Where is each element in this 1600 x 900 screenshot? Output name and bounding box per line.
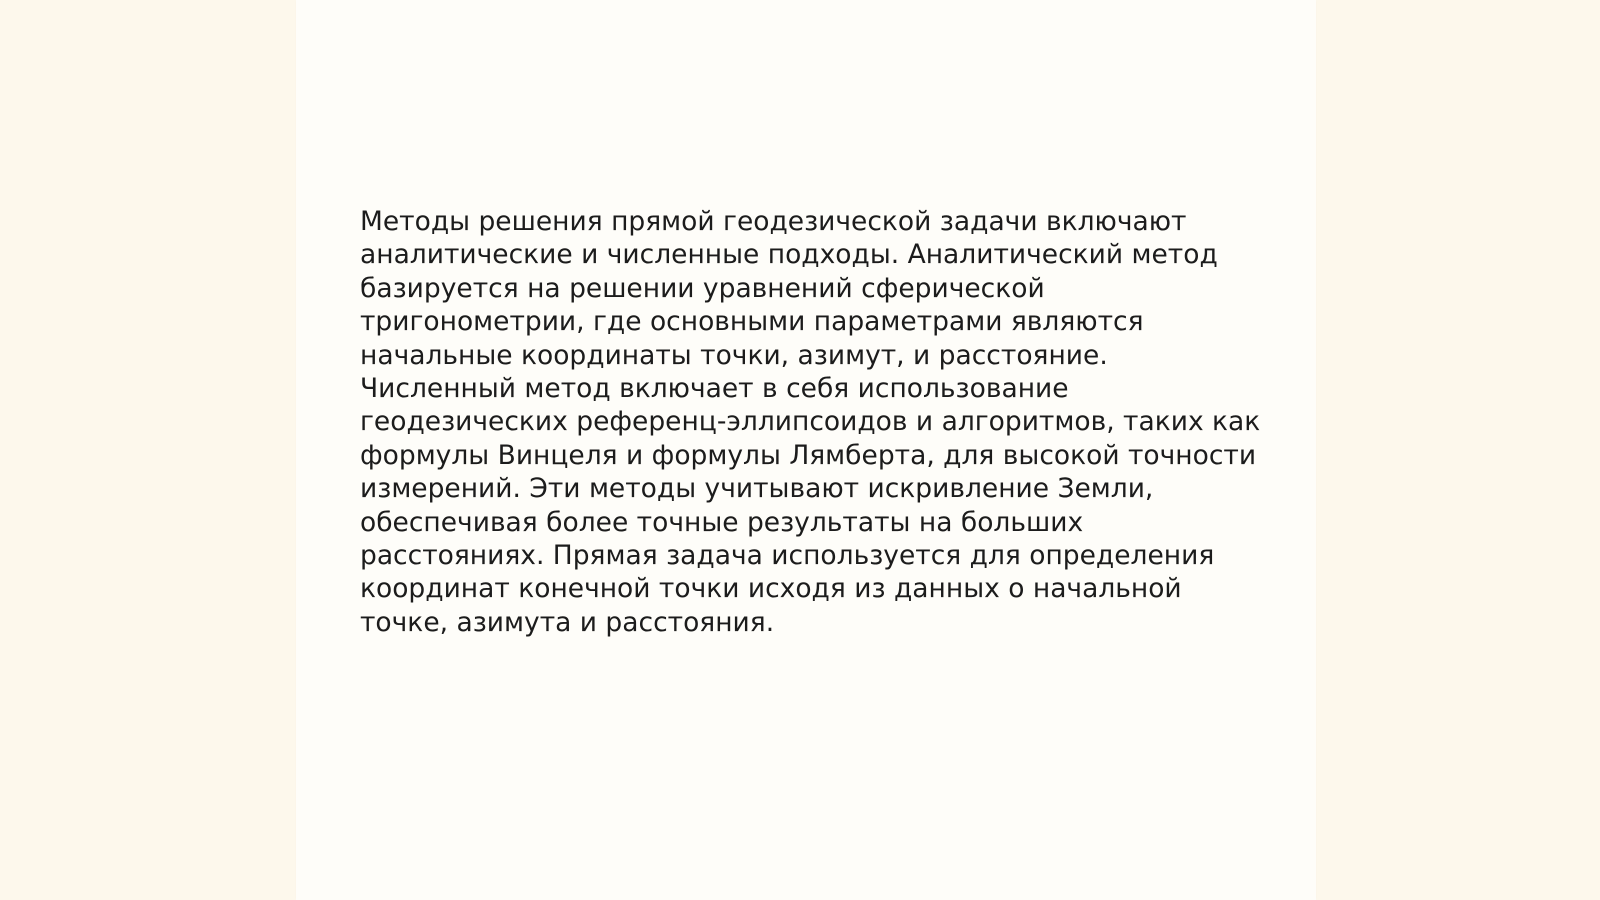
- paragraph-line: обеспечивая более точные результаты на больших: [360, 506, 1084, 538]
- paragraph-line: точке, азимута и расстояния.: [360, 606, 775, 638]
- body-paragraph: [360, 205, 1261, 639]
- paragraph-line: Численный метод включает в себя использование: [360, 373, 1069, 405]
- document-page: [296, 0, 1316, 900]
- paragraph-line: формулы Винцеля и формулы Лямберта, для высокой точности: [360, 439, 1257, 471]
- paragraph-line: расстояниях. Прямая задача используется для определения: [360, 540, 1215, 572]
- paragraph-line: геодезических референц-эллипсоидов и алгоритмов, таких как: [360, 406, 1261, 438]
- paragraph-line: аналитические и численные подходы. Аналитический метод: [360, 239, 1218, 271]
- paragraph-line: координат конечной точки исходя из данных о начальной: [360, 573, 1182, 605]
- paragraph-line: измерений. Эти методы учитывают искривление Земли,: [360, 473, 1154, 505]
- paragraph-line: начальные координаты точки, азимут, и расстояние.: [360, 339, 1108, 371]
- paragraph-line: тригонометрии, где основными параметрами являются: [360, 306, 1144, 338]
- paragraph-line: базируется на решении уравнений сферической: [360, 272, 1045, 304]
- paragraph-line: Методы решения прямой геодезической задачи включают: [360, 206, 1187, 237]
